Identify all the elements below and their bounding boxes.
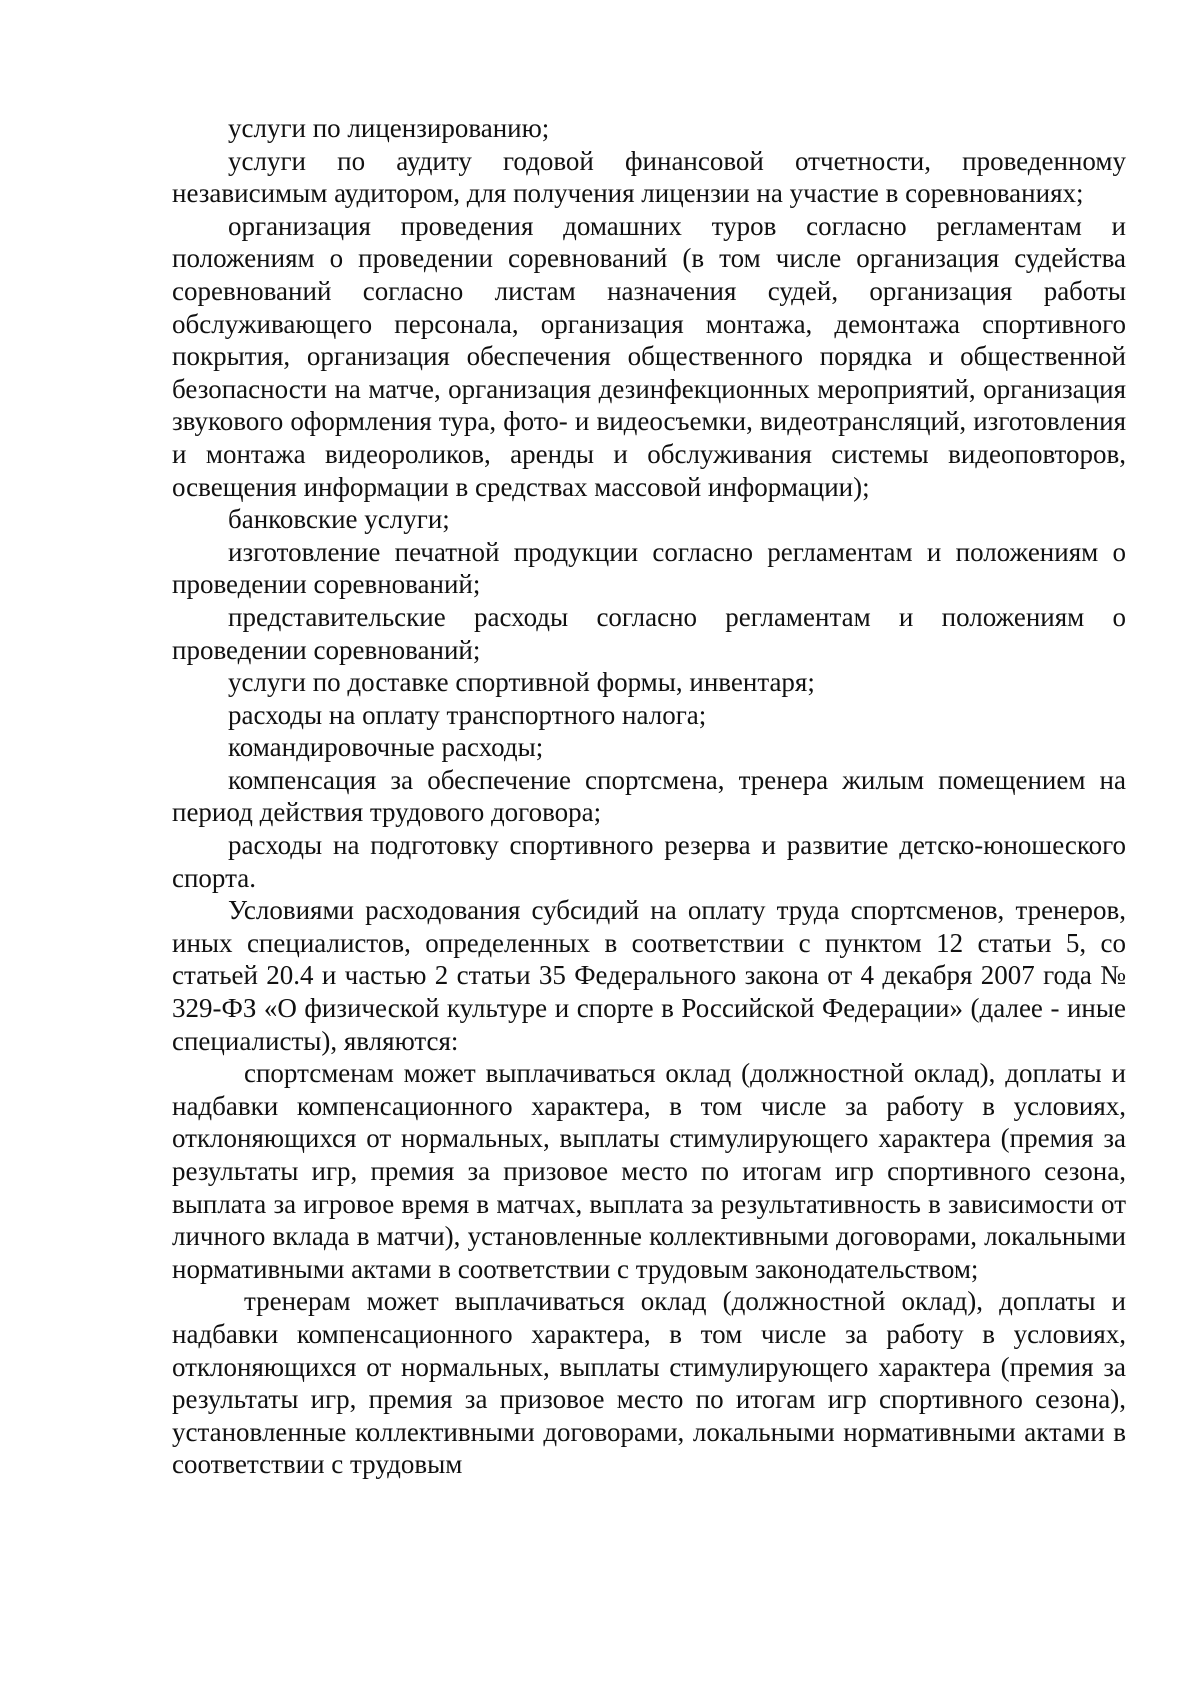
paragraph-sports-reserve: расходы на подготовку спортивного резерва и развитие детско-юношеского спорта.: [172, 830, 1126, 893]
paragraph-audit-services: услуги по аудиту годовой финансовой отчетности, проведенному независимым аудитором, для получения лицензии на участие в соревнованиях;: [172, 145, 1126, 209]
paragraph-transport-tax: расходы на оплату транспортного налога;: [228, 699, 707, 730]
paragraph-banking-services: банковские услуги;: [228, 504, 450, 535]
paragraph-representation-expenses: представительские расходы согласно регламентам и положениям о проведении соревнований;: [172, 601, 1126, 665]
paragraph-delivery-services: услуги по доставке спортивной формы, инвентаря;: [228, 667, 815, 698]
paragraph-licensing-services: услуги по лицензированию;: [228, 113, 550, 143]
document-page: [172, 112, 1126, 1481]
paragraph-home-tours-organization: организация проведения домашних туров согласно регламентам и положениям о проведении соревнований (в том числе организация судейства соревнований согласно листам назначения судей, организация работы обслуживающего персонала, организация монтажа, демонтажа спортивного покрытия, организация обеспечения общественного порядка и общественной безопасности на матче, организация дезинфекционных мероприятий, организация звукового оформления тура, фото- и видеосъемки, видеотрансляций, изготовления и монтажа видеороликов, аренды и обслуживания системы видеоповторов, освещения информации в средствах массовой информации);: [172, 210, 1126, 502]
paragraph-printed-products: изготовление печатной продукции согласно регламентам и положениям о проведении соревнований;: [172, 536, 1126, 600]
paragraph-athletes-pay: спортсменам может выплачиваться оклад (должностной оклад), доплаты и надбавки компенсационного характера, в том числе за работу в условиях, отклоняющихся от нормальных, выплаты стимулирующего характера (премия за результаты игр, премия за призовое место по итогам игр спортивного сезона, выплата за игровое время в матчах, выплата за результативность в зависимости от личного вклада в матчи), установленные коллективными договорами, локальными нормативными актами в соответствии с трудовым законодательством;: [172, 1058, 1126, 1284]
paragraph-housing-compensation: компенсация за обеспечение спортсмена, тренера жилым помещением на период действия трудового договора;: [172, 764, 1126, 828]
paragraph-coaches-pay: тренерам может выплачиваться оклад (должностной оклад), доплаты и надбавки компенсационного характера, в том числе за работу в условиях, отклоняющихся от нормальных, выплаты стимулирующего характера (премия за результаты игр, премия за призовое место по итогам игр спортивного сезона), установленные коллективными договорами, локальными нормативными актами в соответствии с трудовым: [172, 1286, 1126, 1480]
paragraph-travel-expenses: командировочные расходы;: [228, 732, 544, 763]
paragraph-subsidy-conditions: Условиями расходования субсидий на оплату труда спортсменов, тренеров, иных специалистов, определенных в соответствии с пунктом 12 статьи 5, со статьей 20.4 и частью 2 статьи 35 Федерального закона от 4 декабря 2007 года № 329-ФЗ «О физической культуре и спорте в Российской Федерации» (далее - иные специалисты), являются:: [172, 895, 1126, 1056]
